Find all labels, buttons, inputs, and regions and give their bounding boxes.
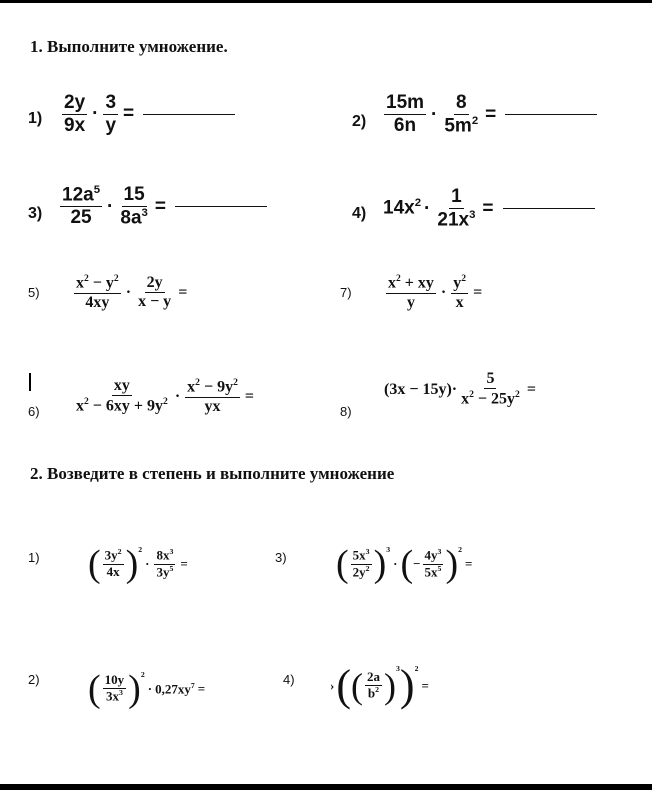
problem-4-number: 4) — [352, 205, 367, 222]
problem-8-number: 8) — [340, 404, 352, 419]
bottom-border — [0, 784, 652, 790]
section-1-title: 1. Выполните умножение. — [30, 37, 228, 56]
exercise-2-2-number: 2) — [28, 672, 40, 687]
problem-2: $\frac{15m}{6n}$ · $\frac{8}{5m^2}$ = — [382, 92, 597, 137]
problem-8: (3x − 15y)· $\frac{5}{x^2 - 25y^2}$ = — [384, 370, 536, 408]
exercise-2-3: ( $\frac{5x^3}{2y^2}$ ) $^3$ · ( − $\frac{4y^3}{5x^5}$ ) $^2$ = — [336, 543, 473, 585]
exercise-2-1-number: 1) — [28, 550, 40, 565]
exercise-2-2: ( $\frac{10y}{3x^3}$ ) $^2$ · $0,27xy^7$ = — [88, 668, 206, 710]
problem-5: $\frac{x^2 - y^2}{4xy}$ · $\frac{2y}{x - y}$ = — [76, 273, 188, 311]
top-border — [0, 0, 652, 3]
problem-6: $\frac{xy}{x^2 - 6xy + 9y^2}$ · $\frac{x^2 - 9y^2}{yx}$ = — [76, 377, 255, 415]
text-cursor — [29, 373, 31, 391]
exercise-2-1: ( $\frac{3y^2}{4x}$ ) $^2$ · $\frac{8x^3}{3y^5}$ = — [88, 543, 188, 585]
exercise-2-4: › ( ( $\frac{2a}{b^2}$ ) $^3$ ) $^2$ = — [330, 661, 429, 710]
exercise-2-4-number: 4) — [283, 672, 295, 687]
answer-line — [503, 208, 595, 209]
section-2-title: 2. Возведите в степень и выполните умножение — [30, 464, 395, 483]
exercise-2-3-number: 3) — [275, 550, 287, 565]
answer-line — [175, 206, 267, 207]
answer-line — [505, 114, 597, 115]
problem-7: $\frac{x^2 + xy}{y}$ · $\frac{y^2}{x}$ = — [388, 273, 483, 311]
problem-4: $14x^2$ · $\frac{1}{21x^3}$ = — [383, 186, 595, 231]
problem-3: $\frac{12a^5}{25}$ · $\frac{15}{8a^3}$ = — [58, 184, 267, 229]
problem-2-number: 2) — [352, 113, 367, 130]
problem-3-number: 3) — [28, 205, 43, 222]
problem-7-number: 7) — [340, 285, 352, 300]
problem-5-number: 5) — [28, 285, 40, 300]
problem-6-number: 6) — [28, 404, 40, 419]
problem-1-number: 1) — [28, 110, 43, 127]
answer-line — [143, 114, 235, 115]
problem-1: $\frac{2y}{9x}$ · $\frac{3}{y}$ = — [60, 92, 235, 137]
